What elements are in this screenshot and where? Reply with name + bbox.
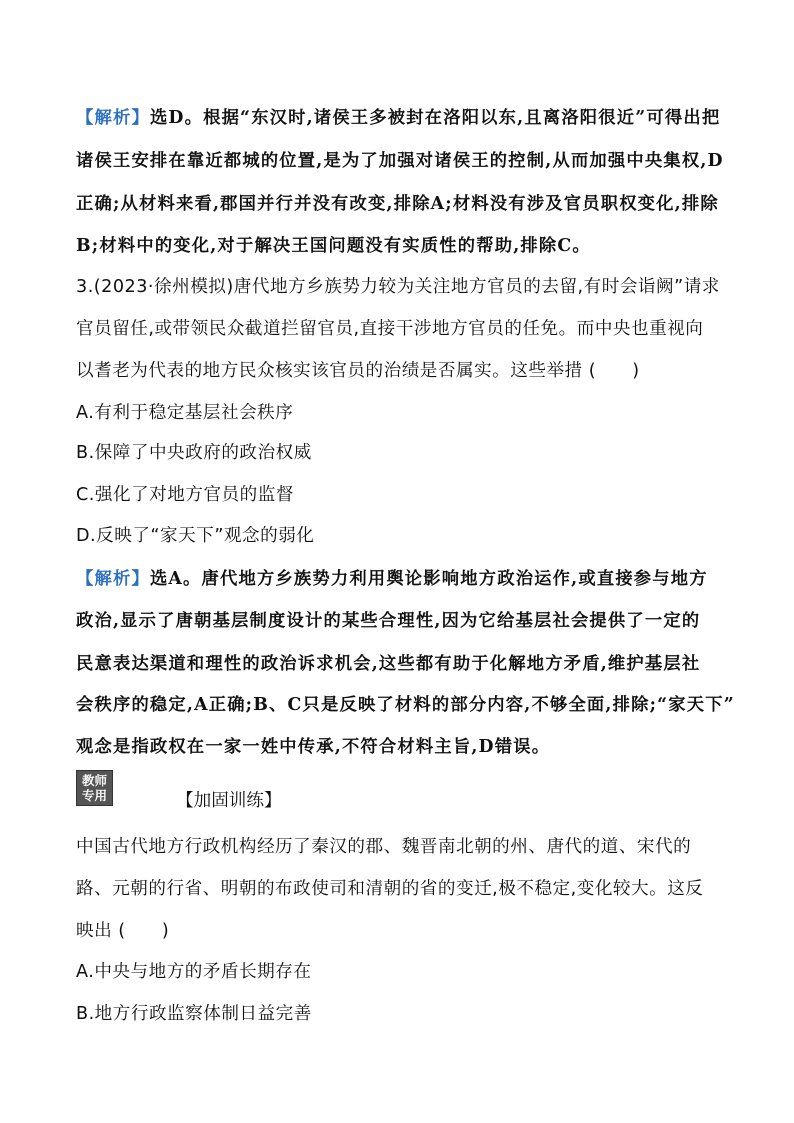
practice-stem-line-1: 中国古代地方行政机构经历了秦汉的郡、魏晋南北朝的州、唐代的道、宋代的 — [76, 837, 692, 857]
q3-analysis-line-4: 会秩序的稳定,A正确;B、C只是反映了材料的部分内容,不够全面,排除;“家天下” — [76, 695, 735, 715]
badge-line-2: 专用 — [81, 788, 107, 803]
practice-title: 【加固训练】 — [176, 791, 282, 811]
q3-option-d: D.反映了“家天下”观念的弱化 — [76, 526, 315, 546]
q2-analysis-line-3: 正确;从材料来看,郡国并行并没有改变,排除A;材料没有涉及官员职权变化,排除 — [76, 194, 719, 214]
practice-option-b: B.地方行政监察体制日益完善 — [76, 1004, 312, 1024]
q3-analysis-line-5: 观念是指政权在一家一姓中传承,不符合材料主旨,D错误。 — [76, 737, 551, 757]
teacher-only-badge — [76, 770, 113, 806]
q3-stem-line-1: 3.(2023·徐州模拟)唐代地方乡族势力较为关注地方官员的去留,有时会诣阙”请求 — [76, 277, 720, 297]
badge-line-1: 教师 — [81, 773, 107, 788]
practice-stem-line-2: 路、元朝的行省、明朝的布政使司和清朝的省的变迁,极不稳定,变化较大。这反 — [76, 879, 704, 899]
practice-stem-line-3: 映出 ( ) — [76, 921, 170, 941]
q2-analysis-line-4: B;材料中的变化,对于解决王国问题没有实质性的帮助,排除C。 — [76, 236, 591, 256]
q3-option-c: C.强化了对地方官员的监督 — [76, 485, 294, 505]
analysis-tag: 【解析】 — [76, 108, 150, 128]
q3-option-a: A.有利于稳定基层社会秩序 — [76, 403, 294, 423]
q3-option-b: B.保障了中央政府的政治权威 — [76, 443, 312, 463]
analysis-text: 选D。根据“东汉时,诸侯王多被封在洛阳以东,且离洛阳很近”可得出把 — [149, 108, 721, 128]
q3-stem-line-3: 以耆老为代表的地方民众核实该官员的治绩是否属实。这些举措 ( ) — [76, 361, 640, 381]
q2-analysis-line-1 — [76, 103, 720, 128]
q3-analysis-line-1 — [76, 564, 708, 589]
analysis-tag: 【解析】 — [76, 569, 150, 589]
analysis-text: 选A。唐代地方乡族势力利用舆论影响地方政治运作,或直接参与地方 — [149, 569, 708, 589]
q3-analysis-line-2: 政治,显示了唐朝基层制度设计的某些合理性,因为它给基层社会提供了一定的 — [76, 611, 701, 631]
q3-stem-line-2: 官员留任,或带领民众截道拦留官员,直接干涉地方官员的任免。而中央也重视向 — [76, 319, 704, 339]
q3-analysis-line-3: 民意表达渠道和理性的政治诉求机会,这些都有助于化解地方矛盾,维护基层社 — [76, 654, 701, 674]
q2-analysis-line-2: 诸侯王安排在靠近都城的位置,是为了加强对诸侯王的控制,从而加强中央集权,D — [76, 151, 724, 171]
practice-option-a: A.中央与地方的矛盾长期存在 — [76, 962, 312, 982]
